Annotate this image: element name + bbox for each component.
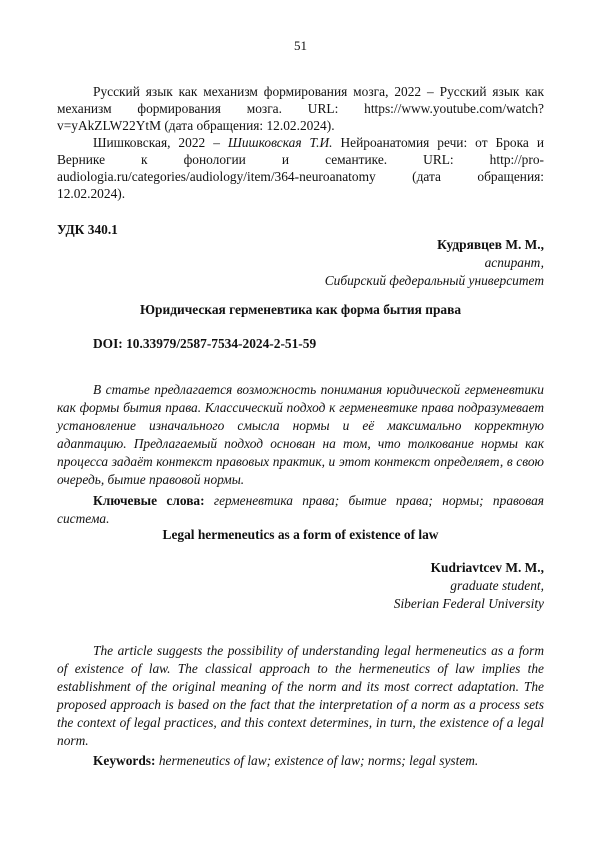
author-block-ru (325, 236, 544, 290)
document-page (57, 0, 544, 848)
reference-2-rest: Нейроанатомия речи: от Брока и Вернике к фонологии и семантике. URL: http://pro-audiologia.ru/categories/audiology/item/364-neuroanatomy (дата обращения: 12.02.2024). (57, 135, 545, 202)
author-position-en: graduate student, (450, 578, 544, 593)
author-affiliation-ru: Сибирский федеральный университет (324, 273, 544, 288)
reference-2 (57, 134, 544, 202)
reference-1: Русский язык как механизм формирования мозга, 2022 – Русский язык как механизм формирования мозга. URL: https://www.youtube.com/watch?v=yAkZLW22YtM (дата обращения: 12.02.2024). (57, 84, 544, 134)
author-affiliation-en: Siberian Federal University (393, 596, 544, 611)
article-title-ru: Юридическая герменевтика как форма бытия права (139, 302, 462, 317)
author-block-en (394, 559, 544, 613)
abstract-ru: В статье предлагается возможность понимания юридической герменевтики как формы бытия права. Классический подход к герменевтике права подразумевает установление изначального смысла нормы и её максимально корректную адаптацию. Предлагаемый подход основан на том, что толкование нормы как процесса задаёт контекст правовых практик, и этот контекст определяет, в свою очередь, бытие правовой нормы. (57, 382, 544, 488)
author-position-ru: аспирант, (484, 255, 544, 270)
keywords-label-en: Keywords: (93, 753, 156, 769)
keywords-text-ru: герменевтика права; бытие права; нормы; правовая система. (57, 493, 544, 527)
reference-2-author: Шишковская Т.И. (227, 135, 333, 151)
abstract-en: The article suggests the possibility of understanding legal hermeneutics as a form of existence of law. The classical approach to the hermeneutics of law implies the establishment of the original meaning of the norm and its most correct adaptation. The proposed approach is based on the fact that the interpretation of a norm as a process sets the context of legal practices, and this context determines, in turn, the existence of a legal norm. (57, 643, 544, 749)
keywords-ru (57, 492, 544, 528)
author-name-ru: Кудрявцев М. М., (437, 237, 544, 252)
article-title-en: Legal hermeneutics as a form of existence of law (162, 527, 439, 542)
page-number: 51 (294, 38, 307, 53)
doi: DOI: 10.33979/2587-7534-2024-2-51-59 (93, 336, 317, 351)
author-name-en: Kudriavtcev M. M., (430, 560, 544, 575)
keywords-en (57, 752, 544, 770)
reference-2-lead: Шишковская, 2022 – (93, 135, 228, 151)
udk-code: УДК 340.1 (57, 222, 118, 237)
keywords-text-en: hermeneutics of law; existence of law; norms; legal system. (155, 753, 479, 769)
keywords-label-ru: Ключевые слова: (93, 493, 205, 509)
